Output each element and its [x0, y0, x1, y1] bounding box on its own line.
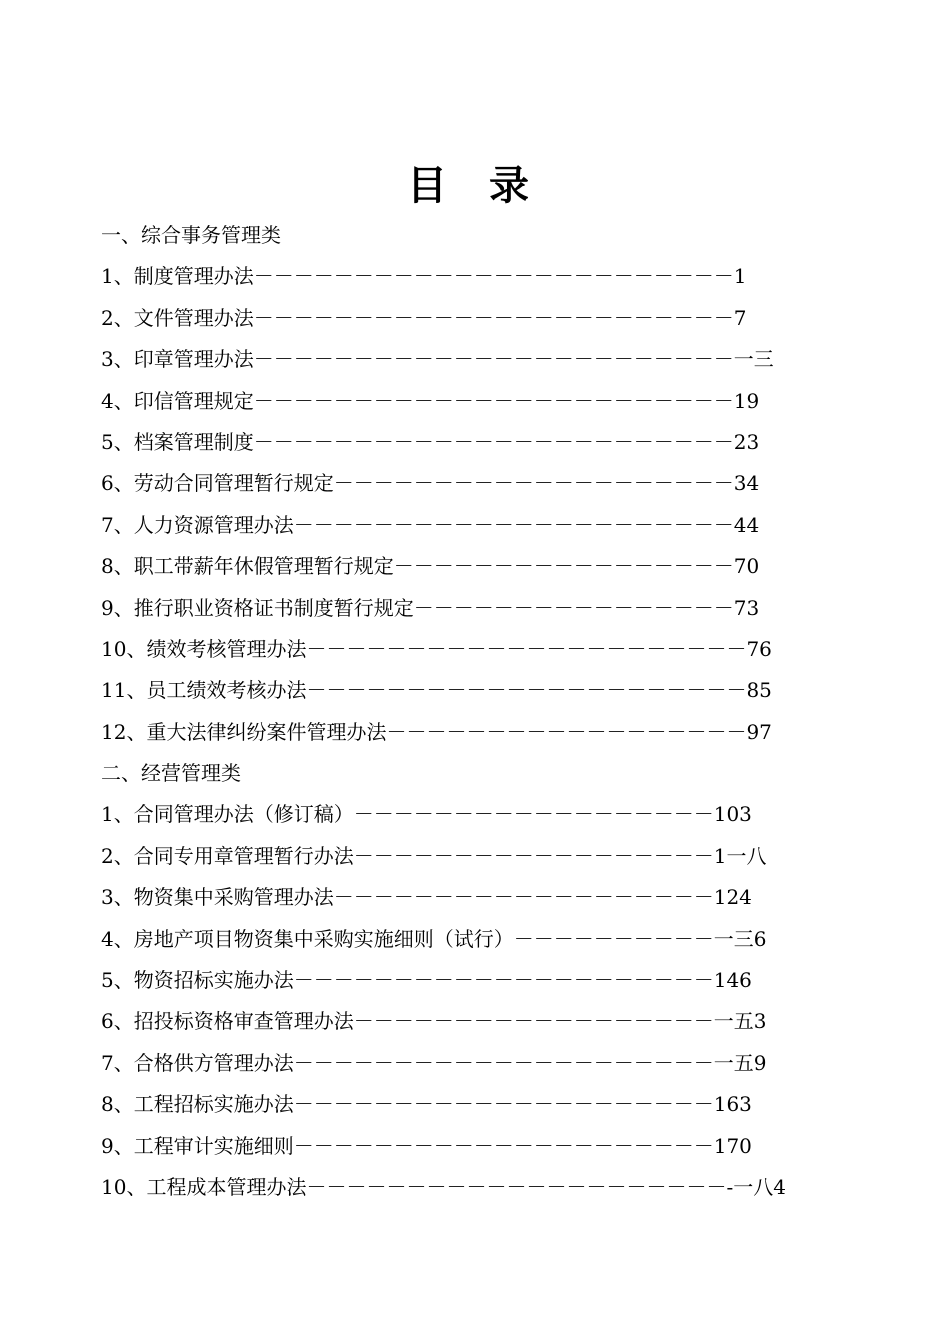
toc-entry[interactable] — [101, 381, 861, 422]
entry-page: 146 — [713, 968, 752, 993]
entry-leader: －－－－－－－－－－－－－－－－－－ — [386, 719, 747, 744]
entry-page: 163 — [713, 1092, 752, 1117]
toc-entry[interactable] — [101, 1126, 861, 1167]
toc-entry[interactable] — [101, 505, 861, 546]
entry-title: 9、工程审计实施细则 — [101, 1133, 294, 1158]
entry-leader: －－－－－－－－－－－－－－－－－－－－ — [333, 471, 734, 496]
entry-page: 一八4 — [733, 1174, 786, 1199]
table-of-contents — [101, 215, 861, 1208]
entry-leader: －－－－－－－－－－－－－－－－ — [413, 595, 734, 620]
entry-page: 124 — [713, 885, 752, 910]
entry-page: 1 — [733, 264, 747, 289]
entry-page: 170 — [713, 1133, 752, 1158]
entry-title: 2、合同专用章管理暂行办法 — [101, 843, 354, 868]
entry-title: 7、人力资源管理办法 — [101, 512, 294, 537]
entry-leader: －－－－－－－－－－－－－－－－－－－－－ — [293, 1050, 714, 1075]
entry-page: 76 — [746, 636, 772, 661]
entry-title: 10、绩效考核管理办法 — [101, 636, 307, 661]
toc-entry[interactable] — [101, 1167, 861, 1208]
toc-entry[interactable] — [101, 877, 861, 918]
toc-entry[interactable] — [101, 960, 861, 1001]
entry-title: 1、合同管理办法（修订稿） — [101, 802, 354, 827]
toc-entry[interactable] — [101, 919, 861, 960]
entry-page: 97 — [746, 719, 772, 744]
entry-title: 3、物资集中采购管理办法 — [101, 885, 334, 910]
entry-leader: －－－－－－－－－－－－－－－－－－－－－－ — [293, 512, 734, 537]
entry-leader: －－－－－－－－－－ — [513, 926, 714, 951]
entry-leader: －－－－－－－－－－－－－－－－－－－－－－－－ — [253, 388, 734, 413]
entry-leader: －－－－－－－－－－－－－－－－－－－－－- — [306, 1174, 734, 1199]
toc-entry[interactable] — [101, 629, 861, 670]
entry-title: 5、档案管理制度 — [101, 429, 254, 454]
toc-entry[interactable] — [101, 794, 861, 835]
toc-entry[interactable] — [101, 588, 861, 629]
entry-leader: －－－－－－－－－－－－－－－－－－－－－－ — [306, 678, 747, 703]
entry-title: 6、劳动合同管理暂行规定 — [101, 471, 334, 496]
entry-leader: －－－－－－－－－－－－－－－－－－－－－－ — [306, 636, 747, 661]
page-title: 目 录 — [407, 163, 543, 209]
entry-leader: －－－－－－－－－－－－－－－－－－ — [353, 1009, 714, 1034]
entry-page: 7 — [733, 305, 747, 330]
toc-entry[interactable] — [101, 1084, 861, 1125]
entry-title: 10、工程成本管理办法 — [101, 1174, 307, 1199]
toc-entry[interactable] — [101, 712, 861, 753]
toc-entry[interactable] — [101, 546, 861, 587]
entry-title: 4、印信管理规定 — [101, 388, 254, 413]
entry-leader: －－－－－－－－－－－－－－－－－－－ — [333, 885, 714, 910]
toc-entry[interactable] — [101, 256, 861, 297]
entry-leader: －－－－－－－－－－－－－－－－－－ — [353, 802, 714, 827]
toc-entry[interactable] — [101, 670, 861, 711]
entry-title: 11、员工绩效考核办法 — [101, 678, 307, 703]
entry-page: 23 — [733, 429, 760, 454]
entry-page: 一五3 — [713, 1009, 767, 1034]
entry-leader: －－－－－－－－－－－－－－－－－－－－－ — [293, 968, 714, 993]
entry-title: 4、房地产项目物资集中采购实施细则（试行） — [101, 926, 514, 951]
entry-page: 73 — [733, 595, 760, 620]
toc-entry[interactable] — [101, 463, 861, 504]
entry-title: 7、合格供方管理办法 — [101, 1050, 294, 1075]
entry-page: 一三 — [733, 347, 774, 372]
toc-entry[interactable] — [101, 1001, 861, 1042]
toc-entry[interactable] — [101, 1043, 861, 1084]
entry-title: 2、文件管理办法 — [101, 305, 254, 330]
entry-leader: －－－－－－－－－－－－－－－－－－－－－－－－ — [253, 305, 734, 330]
entry-title: 5、物资招标实施办法 — [101, 968, 294, 993]
entry-title: 8、职工带薪年休假管理暂行规定 — [101, 554, 394, 579]
entry-title: 6、招投标资格审查管理办法 — [101, 1009, 354, 1034]
entry-leader: －－－－－－－－－－－－－－－－－－－－－ — [293, 1133, 714, 1158]
toc-entry[interactable] — [101, 422, 861, 463]
entry-page: 一五9 — [713, 1050, 767, 1075]
entry-page: 70 — [733, 554, 760, 579]
entry-leader: －－－－－－－－－－－－－－－－－－－－－－－－ — [253, 429, 734, 454]
entry-title: 8、工程招标实施办法 — [101, 1092, 294, 1117]
entry-title: 1、制度管理办法 — [101, 264, 254, 289]
entry-page: 1一八 — [713, 843, 767, 868]
toc-entry[interactable] — [101, 298, 861, 339]
entry-leader: －－－－－－－－－－－－－－－－－－－－－－－－ — [253, 347, 734, 372]
entry-title: 9、推行职业资格证书制度暂行规定 — [101, 595, 414, 620]
toc-entry[interactable] — [101, 836, 861, 877]
section-heading: 二、经营管理类 — [101, 761, 241, 786]
entry-page: 一三6 — [713, 926, 767, 951]
entry-page: 19 — [733, 388, 760, 413]
entry-title: 3、印章管理办法 — [101, 347, 254, 372]
entry-page: 44 — [733, 512, 760, 537]
entry-leader: －－－－－－－－－－－－－－－－－－ — [353, 843, 714, 868]
entry-leader: －－－－－－－－－－－－－－－－－ — [393, 554, 734, 579]
entry-leader: －－－－－－－－－－－－－－－－－－－－－－－－ — [253, 264, 734, 289]
entry-page: 34 — [733, 471, 760, 496]
entry-page: 85 — [746, 678, 772, 703]
entry-page: 103 — [713, 802, 752, 827]
entry-title: 12、重大法律纠纷案件管理办法 — [101, 719, 387, 744]
toc-entry[interactable] — [101, 339, 861, 380]
section-heading: 一、综合事务管理类 — [101, 223, 281, 247]
entry-leader: －－－－－－－－－－－－－－－－－－－－－ — [293, 1092, 714, 1117]
